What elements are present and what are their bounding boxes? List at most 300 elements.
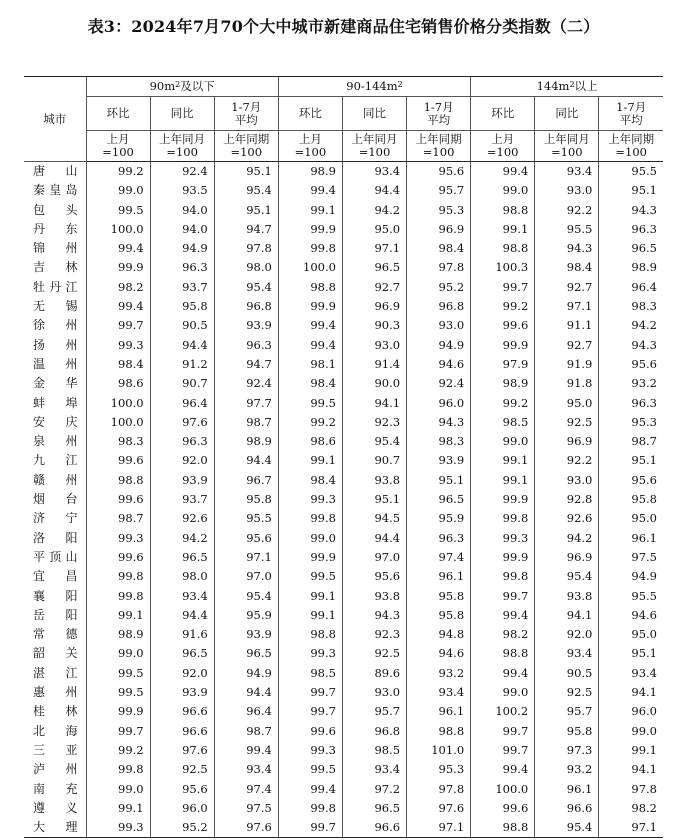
index-value-cell: 92.0 [535,625,599,644]
index-value-cell: 95.6 [407,162,471,182]
index-value-cell: 95.5 [599,587,663,606]
table-row [24,587,663,606]
metric-header-mom: 环比 [471,97,535,131]
index-value-cell: 97.8 [407,258,471,277]
index-value-cell: 94.7 [214,355,278,374]
index-value-cell: 92.3 [342,413,406,432]
index-value-cell: 98.7 [599,432,663,451]
city-name-cell: 大理 [24,818,86,838]
index-value-cell: 95.3 [599,413,663,432]
base-header-prev-year-month [342,131,406,162]
index-value-cell: 97.6 [214,818,278,838]
index-value-cell: 99.0 [599,722,663,741]
index-value-cell: 99.5 [86,664,150,683]
index-value-cell: 99.6 [471,799,535,818]
index-value-cell: 100.0 [86,394,150,413]
index-value-cell: 89.6 [342,664,406,683]
index-value-cell: 99.4 [278,181,342,200]
index-value-cell: 93.9 [214,625,278,644]
index-value-cell: 95.1 [599,644,663,663]
index-value-cell: 96.3 [407,529,471,548]
index-value-cell: 98.3 [86,432,150,451]
table-body [24,162,663,838]
index-value-cell: 98.9 [599,258,663,277]
group-label-pre: 144m [536,79,570,93]
base-value: =100 [422,145,455,159]
index-value-cell: 98.8 [278,278,342,297]
index-value-cell: 100.2 [471,702,535,721]
index-value-cell: 96.6 [150,722,214,741]
index-value-cell: 99.9 [471,548,535,567]
index-value-cell: 99.6 [471,316,535,335]
index-value-cell: 99.1 [278,201,342,220]
table-row [24,606,663,625]
city-name-cell: 北海 [33,723,78,738]
index-value-cell: 99.4 [278,336,342,355]
index-value-cell: 98.8 [471,201,535,220]
index-value-cell: 99.6 [278,722,342,741]
index-value-cell: 95.5 [535,220,599,239]
city-name-cell: 烟台 [33,492,78,507]
index-value-cell: 99.9 [86,258,150,277]
index-value-cell: 95.6 [342,567,406,586]
table-row [24,490,663,509]
index-value-cell: 96.4 [599,278,663,297]
index-value-cell: 96.8 [214,297,278,316]
index-value-cell: 97.7 [214,394,278,413]
city-name-cell: 济宁 [33,511,78,526]
index-value-cell: 95.4 [214,278,278,297]
index-value-cell: 95.6 [599,471,663,490]
index-value-cell: 94.3 [342,606,406,625]
index-value-cell: 93.4 [535,644,599,663]
city-name-cell: 洛阳 [33,530,78,545]
metric-header-mom: 环比 [86,97,150,131]
index-value-cell: 99.1 [278,587,342,606]
index-value-cell: 99.4 [278,780,342,799]
table-row [24,316,663,335]
index-value-cell: 95.6 [599,355,663,374]
index-value-cell: 97.6 [407,799,471,818]
index-value-cell: 99.9 [278,297,342,316]
index-value-cell: 94.9 [214,664,278,683]
index-value-cell: 96.4 [150,394,214,413]
index-value-cell: 99.8 [86,587,150,606]
index-value-cell: 99.8 [471,509,535,528]
city-name-cell: 桂林 [33,704,78,719]
index-value-cell: 97.2 [342,780,406,799]
index-value-cell: 91.2 [150,355,214,374]
table-row [24,220,663,239]
base-header-row [24,131,663,162]
index-value-cell: 99.7 [86,722,150,741]
index-value-cell: 90.5 [150,316,214,335]
group-label-sup: 2 [397,80,403,89]
index-value-cell: 100.0 [86,413,150,432]
index-value-cell: 93.4 [342,760,406,779]
index-value-cell: 90.7 [150,374,214,393]
index-value-cell: 94.3 [599,201,663,220]
index-value-cell: 99.6 [86,451,150,470]
index-value-cell: 95.7 [535,702,599,721]
index-value-cell: 95.6 [150,780,214,799]
index-value-cell: 98.2 [86,278,150,297]
index-value-cell: 95.5 [214,509,278,528]
index-value-cell: 93.2 [535,760,599,779]
index-value-cell: 98.5 [342,741,406,760]
index-value-cell: 97.0 [214,567,278,586]
index-value-cell: 95.5 [599,162,663,182]
city-name-cell: 湛江 [33,665,78,680]
index-value-cell: 99.0 [471,683,535,702]
index-value-cell: 94.4 [342,529,406,548]
index-value-cell: 95.3 [407,760,471,779]
index-value-cell: 98.4 [278,374,342,393]
index-value-cell: 99.4 [86,239,150,258]
index-value-cell: 94.9 [599,567,663,586]
base-header-prev-month [471,131,535,162]
index-value-cell: 92.6 [150,509,214,528]
city-name-cell: 金华 [33,376,78,391]
index-value-cell: 99.7 [278,683,342,702]
index-value-cell: 92.4 [407,374,471,393]
index-value-cell: 94.7 [214,220,278,239]
index-value-cell: 100.0 [86,220,150,239]
index-value-cell: 94.2 [342,201,406,220]
table-row [24,355,663,374]
index-value-cell: 95.4 [214,587,278,606]
city-name-cell: 赣州 [33,472,78,487]
index-value-cell: 95.4 [535,818,599,838]
index-value-cell: 92.2 [535,451,599,470]
index-value-cell: 99.3 [278,490,342,509]
index-value-cell: 94.1 [342,394,406,413]
city-name-cell: 宜昌 [33,569,78,584]
index-value-cell: 95.6 [214,529,278,548]
index-value-cell: 91.4 [342,355,406,374]
index-value-cell: 93.4 [407,683,471,702]
index-value-cell: 99.8 [278,239,342,258]
table-row [24,181,663,200]
index-value-cell: 98.4 [86,355,150,374]
index-value-cell: 95.8 [407,606,471,625]
table-row [24,548,663,567]
group-label-sup: 2 [175,80,181,89]
index-value-cell: 99.2 [471,394,535,413]
index-value-cell: 90.5 [535,664,599,683]
city-name-cell: 泉州 [33,434,78,449]
index-value-cell: 99.7 [86,316,150,335]
index-value-cell: 93.2 [599,374,663,393]
index-value-cell: 92.0 [150,451,214,470]
index-value-cell: 96.3 [150,258,214,277]
index-value-cell: 90.7 [342,451,406,470]
base-header-prev-year-period [214,131,278,162]
table-title: 表3：2024年7月70个大中城市新建商品住宅销售价格分类指数（二） [87,17,600,36]
index-value-cell: 99.4 [471,760,535,779]
index-value-cell: 99.4 [471,606,535,625]
index-value-cell: 95.0 [599,509,663,528]
table-row [24,297,663,316]
index-value-cell: 93.4 [535,162,599,182]
index-value-cell: 98.5 [278,664,342,683]
index-value-cell: 99.4 [471,162,535,182]
index-value-cell: 99.7 [471,278,535,297]
index-value-cell: 94.2 [599,316,663,335]
index-value-cell: 91.1 [535,316,599,335]
index-value-cell: 99.1 [278,606,342,625]
metric-avg-line1: 1-7月 [616,99,647,114]
index-value-cell: 99.1 [471,220,535,239]
city-name-cell: 包头 [33,202,78,217]
index-value-cell: 99.1 [471,451,535,470]
index-value-cell: 97.8 [407,780,471,799]
table-row [24,432,663,451]
city-name-cell: 秦皇岛 [33,183,78,198]
index-value-cell: 98.6 [86,374,150,393]
index-value-cell: 99.2 [278,413,342,432]
city-name-cell: 丹东 [33,221,78,236]
index-value-cell: 97.5 [214,799,278,818]
base-header-prev-month [278,131,342,162]
group-label-pre: 90m [149,79,176,93]
index-value-cell: 96.9 [535,432,599,451]
index-value-cell: 96.5 [599,239,663,258]
index-value-cell: 97.1 [599,818,663,838]
index-value-cell: 91.6 [150,625,214,644]
city-name-cell: 唐山 [33,164,78,178]
base-value: =100 [486,145,519,159]
index-value-cell: 94.2 [535,529,599,548]
table-row [24,683,663,702]
index-value-cell: 99.8 [278,509,342,528]
index-value-cell: 92.8 [535,490,599,509]
group-label-pre: 90-144m [346,79,398,93]
index-value-cell: 94.4 [150,336,214,355]
index-value-cell: 96.0 [407,394,471,413]
index-value-cell: 99.4 [86,297,150,316]
index-value-cell: 99.1 [86,606,150,625]
table-header [24,77,663,162]
table-row [24,760,663,779]
index-value-cell: 99.1 [471,471,535,490]
index-value-cell: 96.1 [407,702,471,721]
index-value-cell: 96.8 [342,722,406,741]
index-value-cell: 90.0 [342,374,406,393]
index-value-cell: 99.8 [86,760,150,779]
index-value-cell: 99.3 [86,529,150,548]
index-value-cell: 96.5 [150,644,214,663]
index-value-cell: 95.4 [535,567,599,586]
index-value-cell: 93.4 [599,664,663,683]
index-value-cell: 95.8 [214,490,278,509]
index-value-cell: 99.0 [86,181,150,200]
city-name-cell: 三亚 [33,742,78,757]
index-value-cell: 98.0 [214,258,278,277]
index-value-cell: 97.4 [214,780,278,799]
index-value-cell: 96.1 [535,780,599,799]
table-row [24,722,663,741]
index-value-cell: 99.6 [86,548,150,567]
metric-header-avg [599,97,663,131]
index-value-cell: 91.9 [535,355,599,374]
index-value-cell: 99.7 [471,587,535,606]
index-value-cell: 95.9 [407,509,471,528]
index-value-cell: 96.6 [150,702,214,721]
index-value-cell: 99.1 [278,451,342,470]
city-name-cell: 安庆 [33,414,78,429]
index-value-cell: 96.0 [150,799,214,818]
index-value-cell: 99.3 [278,741,342,760]
index-value-cell: 97.1 [214,548,278,567]
base-value: =100 [358,145,391,159]
index-value-cell: 96.3 [150,432,214,451]
index-value-cell: 95.2 [150,818,214,838]
index-value-cell: 95.8 [407,587,471,606]
city-name-cell: 蚌埠 [33,395,78,410]
metric-avg-line1: 1-7月 [231,99,262,114]
index-value-cell: 92.0 [150,664,214,683]
index-value-cell: 96.9 [342,297,406,316]
index-value-cell: 93.7 [150,490,214,509]
table-row [24,374,663,393]
index-value-cell: 97.6 [150,741,214,760]
table-row [24,278,663,297]
city-name-cell: 无锡 [33,299,78,314]
price-index-table-wrapper [24,76,663,838]
index-value-cell: 93.8 [342,587,406,606]
index-value-cell: 99.2 [471,297,535,316]
index-value-cell: 95.1 [214,162,278,182]
index-value-cell: 98.1 [278,355,342,374]
index-value-cell: 99.8 [86,567,150,586]
index-value-cell: 99.4 [214,741,278,760]
price-index-table [24,76,663,838]
metric-header-row [24,97,663,131]
metric-header-mom: 环比 [278,97,342,131]
base-value: =100 [230,145,263,159]
index-value-cell: 99.6 [86,490,150,509]
index-value-cell: 95.2 [407,278,471,297]
index-value-cell: 99.9 [278,548,342,567]
table-row [24,799,663,818]
index-value-cell: 95.4 [214,181,278,200]
index-value-cell: 98.3 [407,432,471,451]
index-value-cell: 97.0 [342,548,406,567]
index-value-cell: 92.4 [150,162,214,182]
table-row [24,162,663,182]
index-value-cell: 93.9 [150,683,214,702]
index-value-cell: 96.5 [342,799,406,818]
index-value-cell: 95.0 [342,220,406,239]
index-value-cell: 95.9 [214,606,278,625]
index-value-cell: 93.0 [407,316,471,335]
index-value-cell: 99.3 [278,644,342,663]
index-value-cell: 99.3 [86,336,150,355]
index-value-cell: 95.3 [407,201,471,220]
table-row [24,394,663,413]
index-value-cell: 96.5 [214,644,278,663]
index-value-cell: 91.8 [535,374,599,393]
index-value-cell: 98.9 [86,625,150,644]
index-value-cell: 98.6 [278,432,342,451]
index-value-cell: 92.7 [535,278,599,297]
group-header-small [86,77,278,97]
index-value-cell: 100.0 [471,780,535,799]
index-value-cell: 96.3 [214,336,278,355]
base-label: 上月 [491,132,515,146]
index-value-cell: 93.0 [535,471,599,490]
index-value-cell: 97.6 [150,413,214,432]
group-header-medium [278,77,470,97]
metric-avg-line2: 平均 [619,112,643,127]
group-label-sup: 2 [569,80,575,89]
base-label: 上年同月 [159,132,206,146]
index-value-cell: 95.4 [342,432,406,451]
index-value-cell: 92.4 [214,374,278,393]
index-value-cell: 92.5 [535,683,599,702]
table-row [24,509,663,528]
base-header-prev-year-month [150,131,214,162]
index-value-cell: 95.7 [342,702,406,721]
index-value-cell: 99.0 [278,529,342,548]
base-value: =100 [551,145,583,159]
index-value-cell: 96.9 [407,220,471,239]
index-value-cell: 98.7 [86,509,150,528]
table-row [24,644,663,663]
index-value-cell: 94.1 [535,606,599,625]
index-value-cell: 96.3 [599,394,663,413]
index-value-cell: 99.0 [471,432,535,451]
index-value-cell: 93.0 [535,181,599,200]
index-value-cell: 94.4 [214,451,278,470]
index-value-cell: 97.8 [599,780,663,799]
city-name-cell: 常德 [33,627,78,642]
metric-header-avg [214,97,278,131]
base-header-prev-month [86,131,150,162]
index-value-cell: 97.5 [599,548,663,567]
index-value-cell: 100.3 [471,258,535,277]
index-value-cell: 94.5 [342,509,406,528]
index-value-cell: 98.8 [471,818,535,838]
index-value-cell: 92.3 [342,625,406,644]
city-name-cell: 牡丹江 [33,279,78,294]
index-value-cell: 99.5 [278,567,342,586]
city-name-cell: 惠州 [33,685,78,700]
index-value-cell: 95.8 [535,722,599,741]
group-label-post: 及以下 [180,79,215,93]
metric-avg-line2: 平均 [427,112,451,127]
index-value-cell: 95.1 [599,181,663,200]
base-value: =100 [166,145,198,159]
index-value-cell: 99.5 [86,201,150,220]
index-value-cell: 98.2 [599,799,663,818]
index-value-cell: 93.2 [407,664,471,683]
index-value-cell: 94.1 [599,760,663,779]
table-row [24,471,663,490]
index-value-cell: 99.3 [471,529,535,548]
table-row [24,741,663,760]
index-value-cell: 93.0 [342,683,406,702]
index-value-cell: 96.5 [342,258,406,277]
index-value-cell: 99.4 [278,316,342,335]
table-row [24,413,663,432]
index-value-cell: 99.8 [471,567,535,586]
index-value-cell: 100.0 [278,258,342,277]
index-value-cell: 93.8 [342,471,406,490]
city-name-cell: 遵义 [33,800,78,815]
index-value-cell: 94.4 [214,683,278,702]
